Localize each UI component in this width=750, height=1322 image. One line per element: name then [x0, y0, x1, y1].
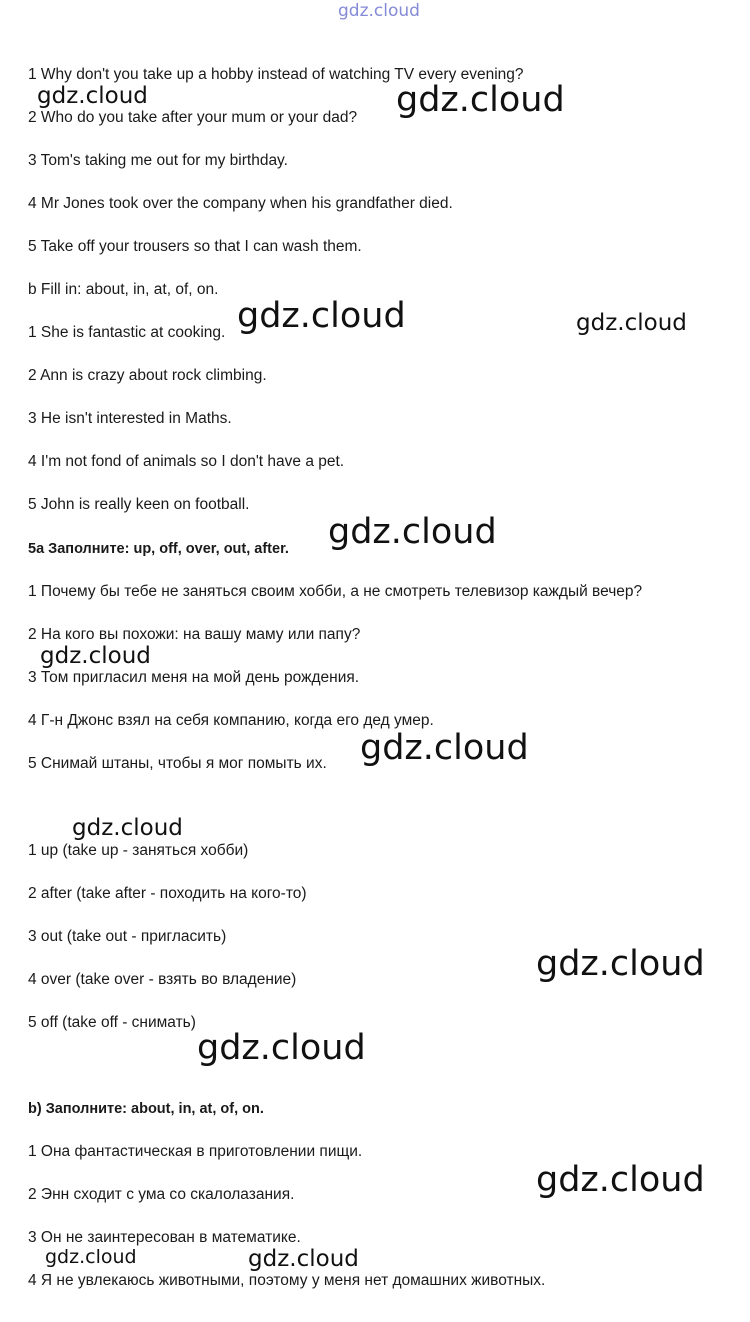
watermark: gdz.cloud	[328, 512, 497, 552]
watermark: gdz.cloud	[248, 1246, 359, 1272]
answer-line: 4 over (take over - взять во владение)	[28, 971, 297, 988]
watermark: gdz.cloud	[536, 944, 705, 984]
watermark: gdz.cloud	[197, 1028, 366, 1068]
translation-line: 4 Я не увлекаюсь животными, поэтому у меня нет домашних животных.	[28, 1272, 546, 1289]
watermark: gdz.cloud	[536, 1160, 705, 1200]
watermark: gdz.cloud	[360, 728, 529, 768]
sentence-line: 5 John is really keen on football.	[28, 496, 250, 513]
sentence-line: 4 I'm not fond of animals so I don't have a pet.	[28, 453, 345, 470]
sentence-line: 1 Why don't you take up a hobby instead of watching TV every evening?	[28, 66, 524, 83]
sentence-line: 3 Tom's taking me out for my birthday.	[28, 152, 288, 169]
watermark: gdz.cloud	[237, 296, 406, 336]
translation-line: 2 На кого вы похожи: на вашу маму или папу?	[28, 626, 361, 643]
watermark: gdz.cloud	[45, 1246, 137, 1268]
translation-line: 3 Он не заинтересован в математике.	[28, 1229, 301, 1246]
translation-line: 1 Она фантастическая в приготовлении пищи.	[28, 1143, 363, 1160]
watermark: gdz.cloud	[40, 643, 151, 669]
answer-line: 5 off (take off - снимать)	[28, 1014, 196, 1031]
section-5a-heading: 5a Заполните: up, off, over, out, after.	[28, 541, 289, 557]
watermark: gdz.cloud	[72, 815, 183, 841]
sentence-line: 4 Mr Jones took over the company when his grandfather died.	[28, 195, 453, 212]
sentence-line: 2 Who do you take after your mum or your dad?	[28, 109, 358, 126]
watermark: gdz.cloud	[37, 83, 148, 109]
watermark: gdz.cloud	[396, 80, 565, 120]
sentence-line: 5 Take off your trousers so that I can wash them.	[28, 238, 362, 255]
answer-line: 2 after (take after - походить на кого-то)	[28, 885, 307, 902]
translation-line: 5 Снимай штаны, чтобы я мог помыть их.	[28, 755, 327, 772]
sentence-line: 1 She is fantastic at cooking.	[28, 324, 226, 341]
answer-line: 1 up (take up - заняться хобби)	[28, 842, 249, 859]
watermark: gdz.cloud	[576, 310, 687, 336]
header-watermark: gdz.cloud	[338, 1, 420, 21]
translation-line: 1 Почему бы тебе не заняться своим хобби, а не смотреть телевизор каждый вечер?	[28, 583, 643, 600]
translation-line: 4 Г-н Джонс взял на себя компанию, когда его дед умер.	[28, 712, 434, 729]
translation-line: 3 Том пригласил меня на мой день рождения.	[28, 669, 360, 686]
translation-line: 2 Энн сходит с ума со скалолазания.	[28, 1186, 295, 1203]
exercise-b-heading: b Fill in: about, in, at, of, on.	[28, 281, 219, 298]
sentence-line: 2 Ann is crazy about rock climbing.	[28, 367, 267, 384]
answer-line: 3 out (take out - пригласить)	[28, 928, 227, 945]
section-b-heading: b) Заполните: about, in, at, of, on.	[28, 1101, 264, 1117]
sentence-line: 3 He isn't interested in Maths.	[28, 410, 232, 427]
